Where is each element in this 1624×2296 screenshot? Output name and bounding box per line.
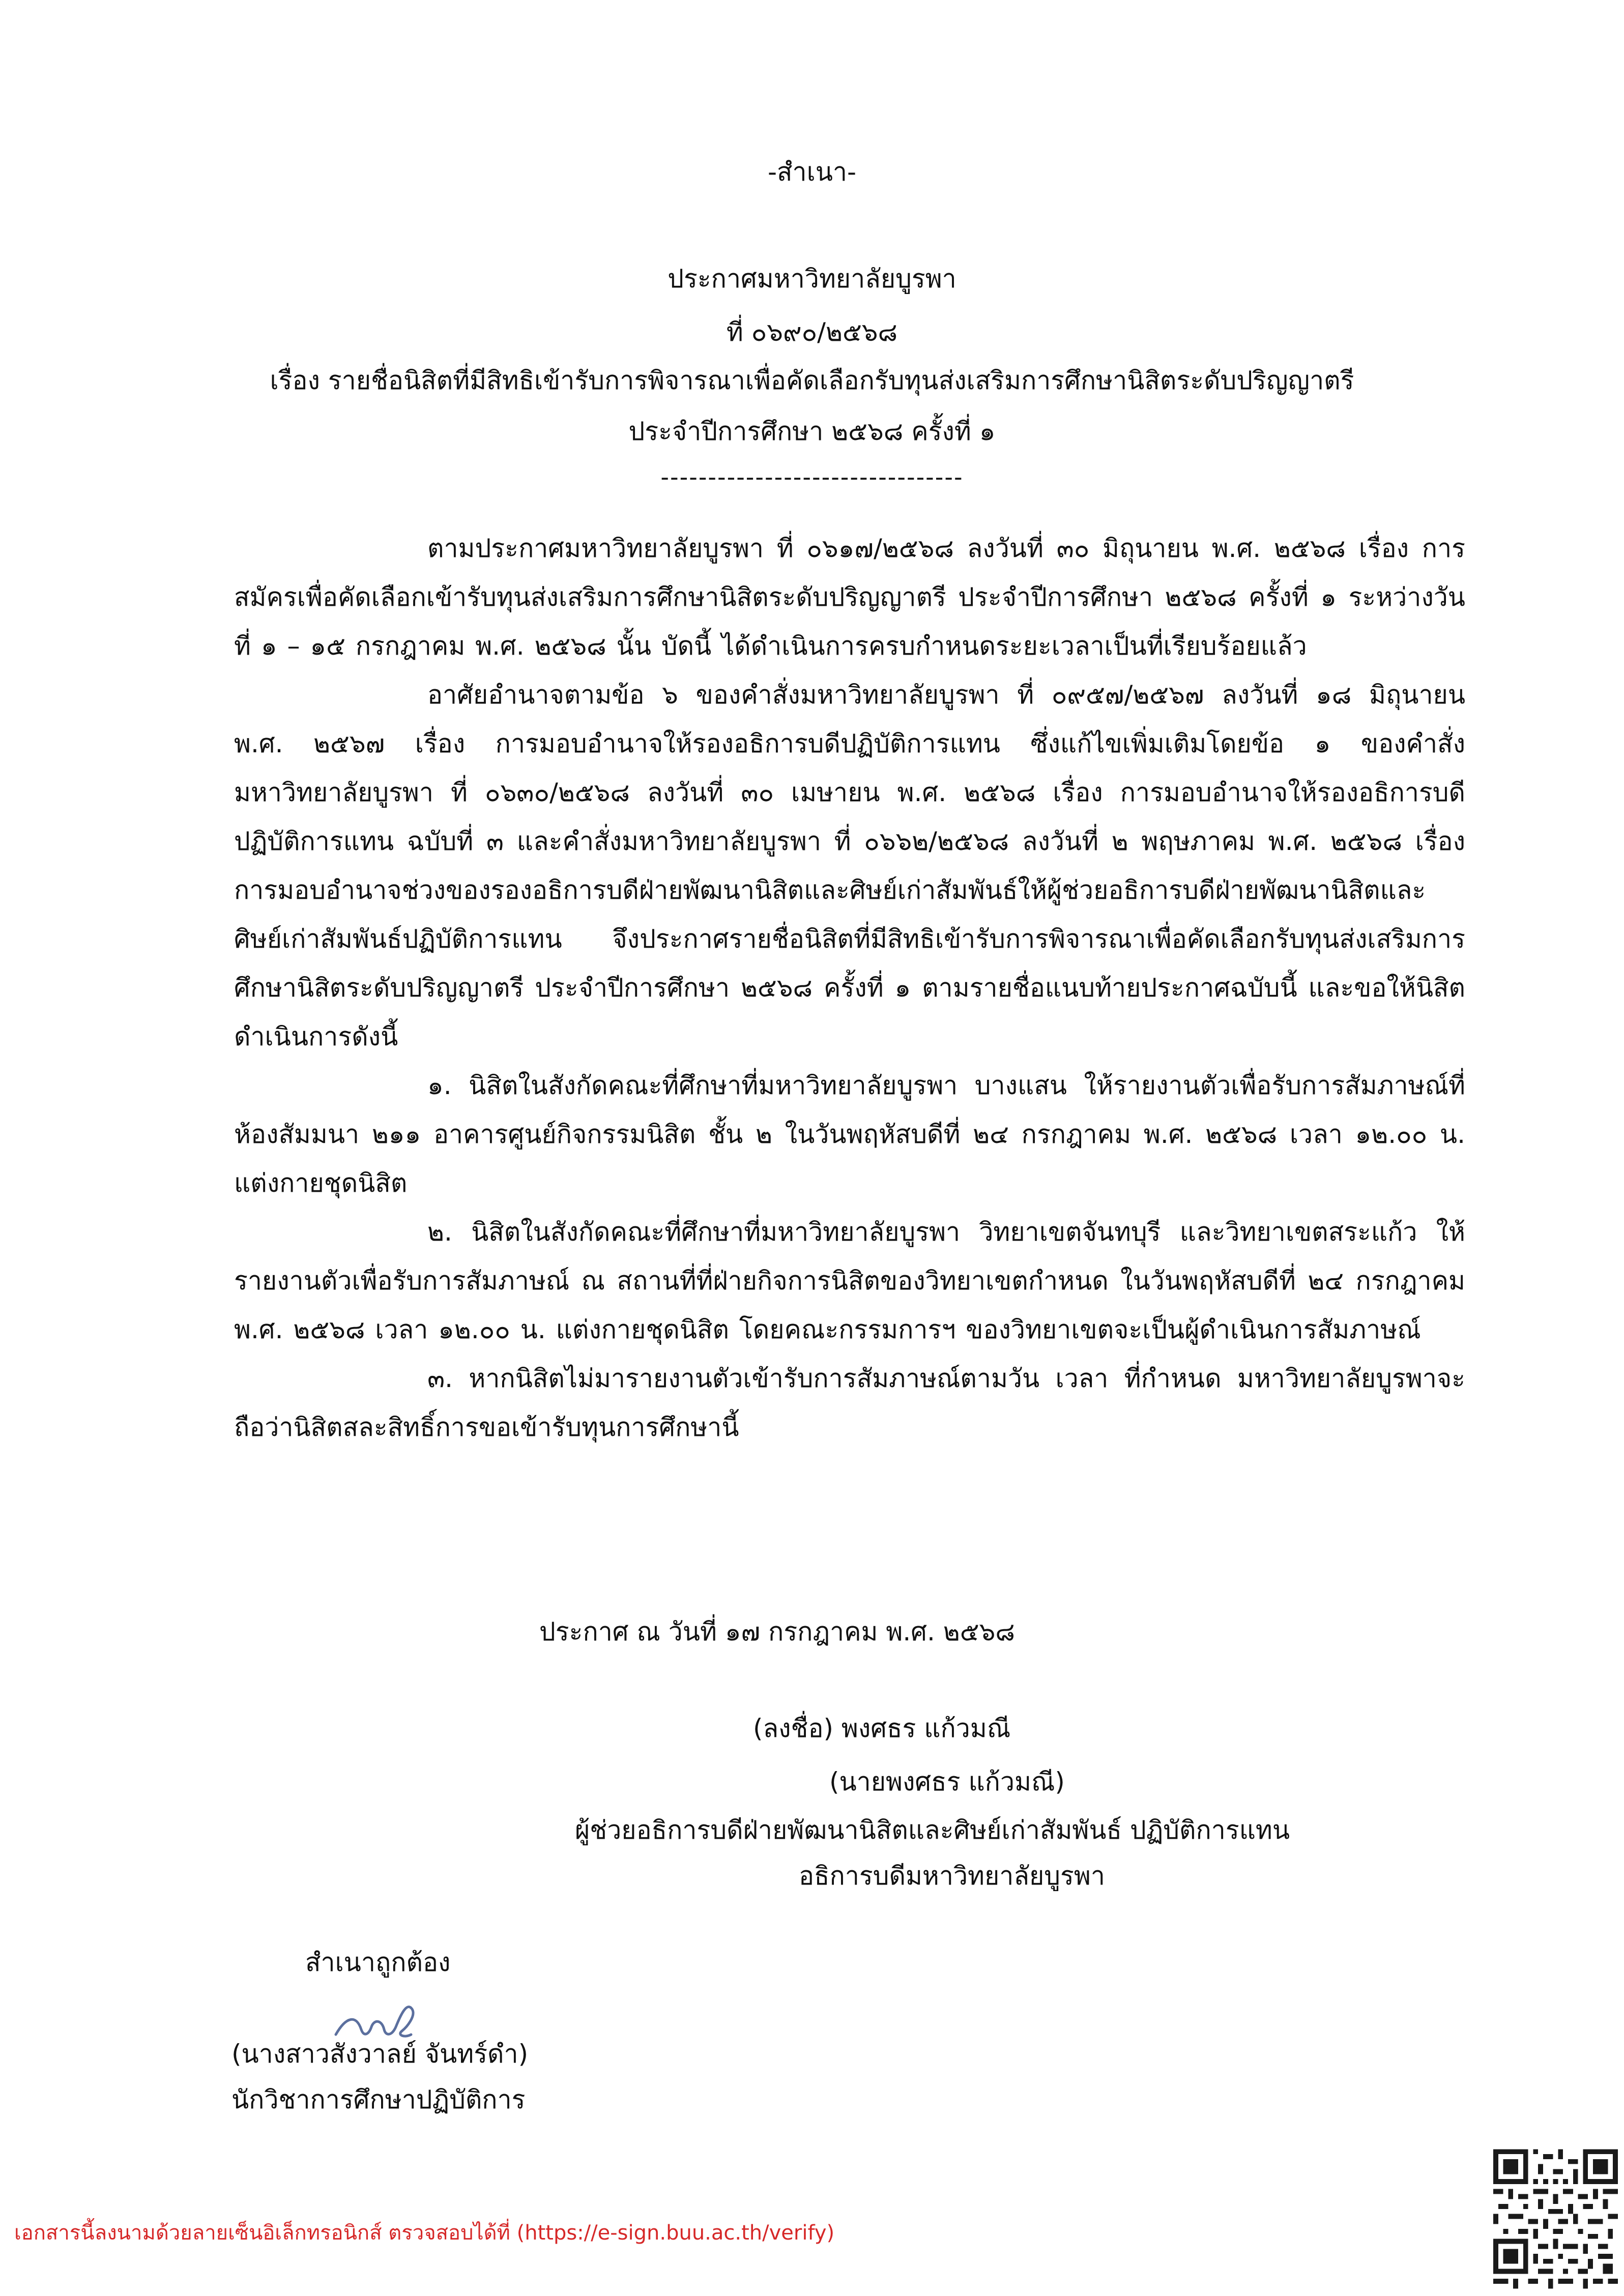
- signer-position: ผู้ช่วยอธิการบดีฝ่ายพัฒนานิสิตและศิษย์เก่าสัมพันธ์ ปฏิบัติการแทน: [575, 1815, 1290, 1845]
- body-text: [234, 524, 1465, 1452]
- signer-signed: (ลงชื่อ) พงศธร แก้วมณี: [753, 1714, 1011, 1743]
- announcement-year: ประจำปีการศึกษา ๒๕๖๘ ครั้งที่ ๑: [628, 417, 996, 446]
- certified-name: (นางสาวสังวาลย์ จันทร์ดำ): [231, 2039, 529, 2069]
- announcement-title: ประกาศมหาวิทยาลัยบูรพา: [668, 264, 956, 293]
- signer-position-2: อธิการบดีมหาวิทยาลัยบูรพา: [799, 1861, 1105, 1891]
- item-campuses: ๒. นิสิตในสังกัดคณะที่ศึกษาที่มหาวิทยาลัยบูรพา วิทยาเขตจันทบุรี และวิทยาเขตสระแก้ว ให้รายงานตัวเพื่อรับการสัมภาษณ์ ณ สถานที่ที่ฝ่ายกิจการนิสิตของวิทยาเขตกำหนด ในวันพฤหัสบดีที่ ๒๔ กรกฎาคม พ.ศ. ๒๕๖๘ เวลา ๑๒.๐๐ น. แต่งกายชุดนิสิต โดยคณะกรรมการฯ ของวิทยาเขตจะเป็นผู้ดำเนินการสัมภาษณ์: [234, 1217, 1465, 1344]
- certified-position: นักวิชาการศึกษาปฏิบัติการ: [231, 2085, 526, 2114]
- certified-label: สำเนาถูกต้อง: [305, 1948, 451, 1977]
- qr-code: [1493, 2149, 1618, 2289]
- paragraph-authority: อาศัยอำนาจตามข้อ ๖ ของคำสั่งมหาวิทยาลัยบูรพา ที่ ๐๙๕๗/๒๕๖๗ ลงวันที่ ๑๘ มิถุนายน พ.ศ. ๒๕๖๗ เรื่อง การมอบอำนาจให้รองอธิการบดีปฏิบัติการแทน ซึ่งแก้ไขเพิ่มเติมโดยข้อ ๑ ของคำสั่งมหาวิทยาลัยบูรพา ที่ ๐๖๓๐/๒๕๖๘ ลงวันที่ ๓๐ เมษายน พ.ศ. ๒๕๖๘ เรื่อง การมอบอำนาจให้รองอธิการบดีปฏิบัติการแทน ฉบับที่ ๓ และคำสั่งมหาวิทยาลัยบูรพา ที่ ๐๖๖๒/๒๕๖๘ ลงวันที่ ๒ พฤษภาคม พ.ศ. ๒๕๖๘ เรื่อง การมอบอำนาจช่วงของรองอธิการบดีฝ่ายพัฒนานิสิตและศิษย์เก่าสัมพันธ์ให้ผู้ช่วยอธิการบดีฝ่ายพัฒนานิสิตและศิษย์เก่าสัมพันธ์ปฏิบัติการแทน จึงประกาศรายชื่อนิสิตที่มีสิทธิเข้ารับการพิจารณาเพื่อคัดเลือกรับทุนส่งเสริมการศึกษานิสิตระดับปริญญาตรี ประจำปีการศึกษา ๒๕๖๘ ครั้งที่ ๑ ตามรายชื่อแนบท้ายประกาศฉบับนี้ และขอให้นิสิตดำเนินการดังนี้: [234, 680, 1465, 1051]
- header-divider: --------------------------------: [660, 463, 964, 491]
- announcement-number: ที่ ๐๖๙๐/๒๕๖๘: [726, 317, 898, 347]
- item-absence: ๓. หากนิสิตไม่มารายงานตัวเข้ารับการสัมภาษณ์ตามวัน เวลา ที่กำหนด มหาวิทยาลัยบูรพาจะถือว่านิสิตสละสิทธิ์การขอเข้ารับทุนการศึกษานี้: [234, 1364, 1465, 1442]
- e-sign-verify-note[interactable]: เอกสารนี้ลงนามด้วยลายเซ็นอิเล็กทรอนิกส์ ตรวจสอบได้ที่ (https://e-sign.buu.ac.th/verify): [14, 2221, 835, 2245]
- copy-mark: -สำเนา-: [767, 157, 857, 187]
- item-bangsaen: ๑. นิสิตในสังกัดคณะที่ศึกษาที่มหาวิทยาลัยบูรพา บางแสน ให้รายงานตัวเพื่อรับการสัมภาษณ์ที่ห้องสัมมนา ๒๑๑ อาคารศูนย์กิจกรรมนิสิต ชั้น ๒ ในวันพฤหัสบดีที่ ๒๔ กรกฎาคม พ.ศ. ๒๕๖๘ เวลา ๑๒.๐๐ น. แต่งกายชุดนิสิต: [234, 1071, 1465, 1198]
- paragraph-background: ตามประกาศมหาวิทยาลัยบูรพา ที่ ๐๖๑๗/๒๕๖๘ ลงวันที่ ๓๐ มิถุนายน พ.ศ. ๒๕๖๘ เรื่อง การสมัครเพื่อคัดเลือกเข้ารับทุนส่งเสริมการศึกษานิสิตระดับปริญญาตรี ประจำปีการศึกษา ๒๕๖๘ ครั้งที่ ๑ ระหว่างวันที่ ๑ – ๑๕ กรกฎาคม พ.ศ. ๒๕๖๘ นั้น บัดนี้ ได้ดำเนินการครบกำหนดระยะเวลาเป็นที่เรียบร้อยแล้ว: [234, 534, 1465, 661]
- announcement-subject: เรื่อง รายชื่อนิสิตที่มีสิทธิเข้ารับการพิจารณาเพื่อคัดเลือกรับทุนส่งเสริมการศึกษานิสิตระดับปริญญาตรี: [270, 366, 1354, 395]
- announce-date: ประกาศ ณ วันที่ ๑๗ กรกฎาคม พ.ศ. ๒๕๖๘: [539, 1617, 1015, 1646]
- signer-name: (นายพงศธร แก้วมณี): [829, 1767, 1065, 1797]
